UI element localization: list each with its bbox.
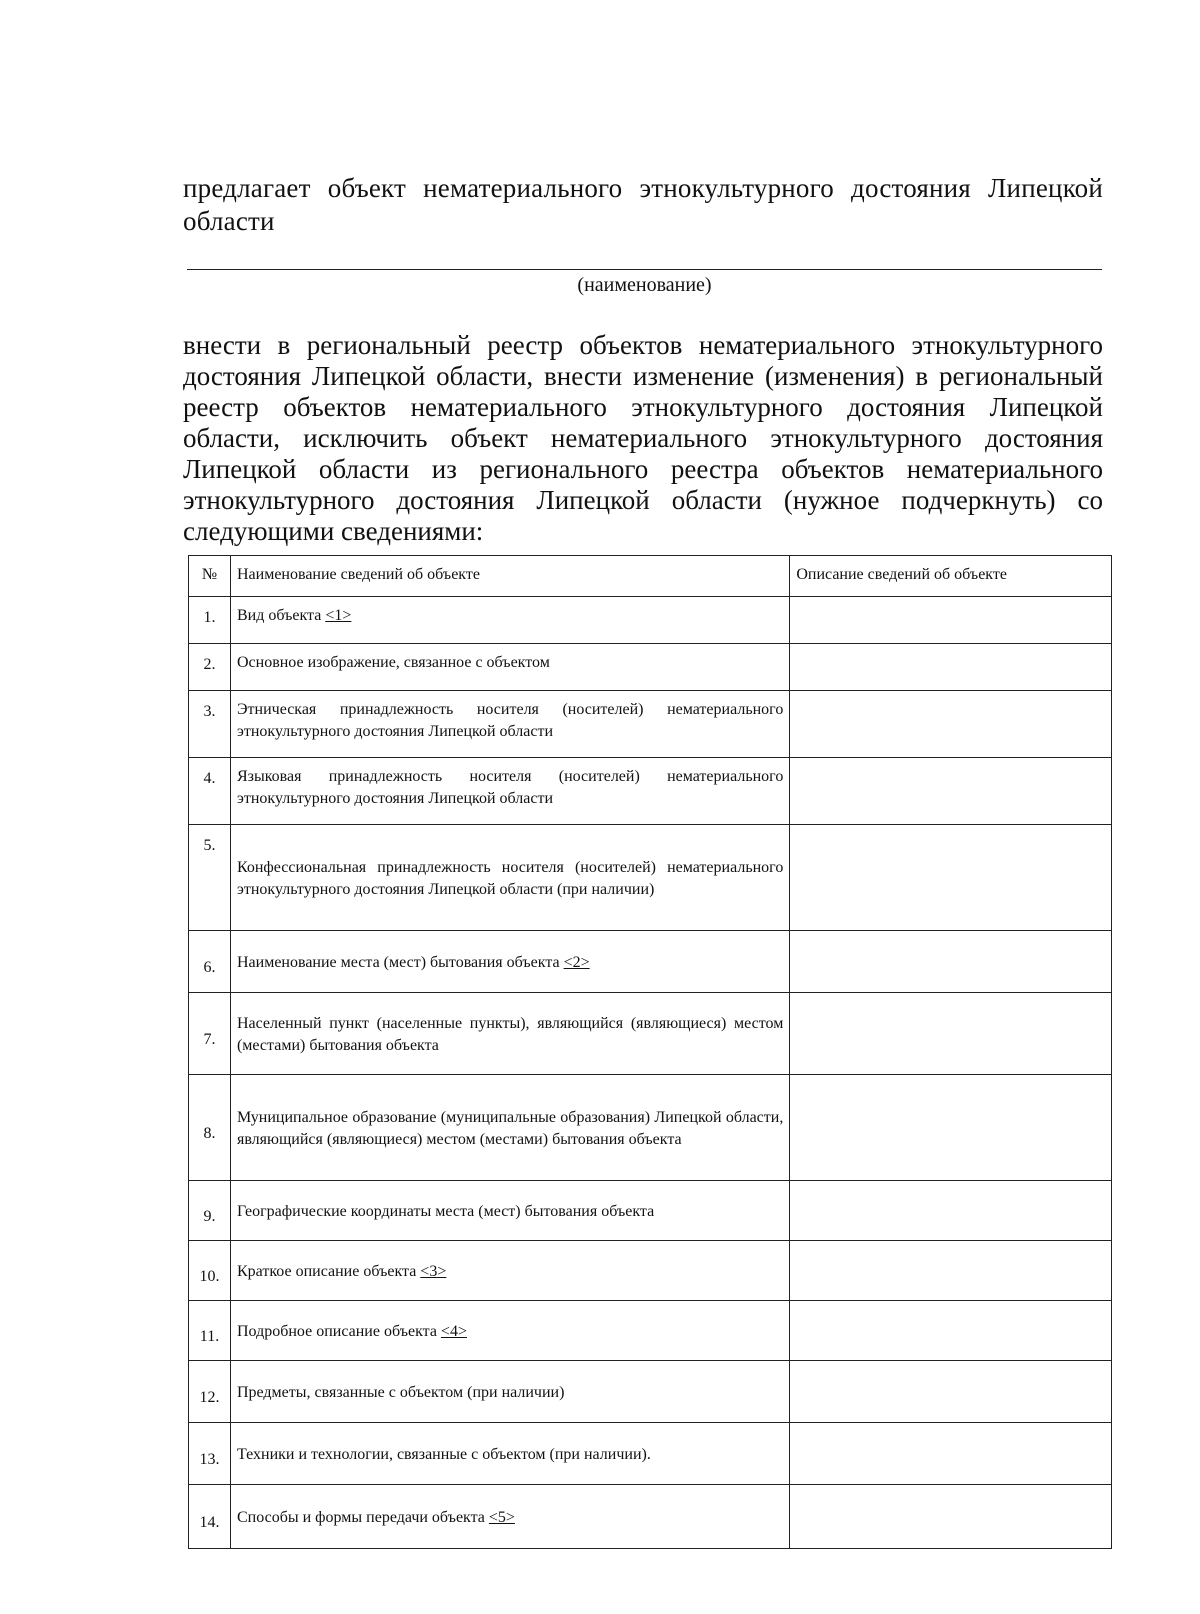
footnote-link[interactable]: <3> <box>420 1262 447 1280</box>
row-number: 2. <box>189 644 231 691</box>
row-name-text: Вид объекта <box>236 607 322 624</box>
row-description-cell[interactable] <box>790 825 1112 931</box>
row-description-cell[interactable] <box>790 931 1112 993</box>
table-row <box>189 644 1112 691</box>
table-row <box>189 825 1112 931</box>
row-description-cell[interactable] <box>790 1485 1112 1549</box>
row-number: 7. <box>189 993 231 1075</box>
request-paragraph: внести в региональный реестр объектов нематериального этнокультурного достояния Липецкой области, внести изменение (изменения) в региональный реестр объектов нематериального этнокультурного достояния Липецкой области, исключить объект нематериального этнокультурного достояния Липецкой области из регионального реестра объектов нематериального этнокультурного достояния Липецкой области (нужное подчеркнуть) со следующими сведениями: <box>183 330 1103 546</box>
row-number: 4. <box>189 758 231 825</box>
row-name <box>230 597 789 644</box>
footnote-link[interactable]: <2> <box>563 953 590 971</box>
row-description-cell[interactable] <box>790 1423 1112 1485</box>
row-description-cell[interactable] <box>790 644 1112 691</box>
table-header-row <box>189 556 1112 597</box>
row-name: Техники и технологии, связанные с объектом (при наличии). <box>230 1423 789 1485</box>
table-row <box>189 1301 1112 1361</box>
table-row <box>189 597 1112 644</box>
row-name: Муниципальное образование (муниципальные образования) Липецкой области, являющийся (являющиеся) местом (местами) бытования объекта <box>230 1075 789 1181</box>
row-name: Населенный пункт (населенные пункты), являющийся (являющиеся) местом (местами) бытования объекта <box>230 993 789 1075</box>
table-row <box>189 1075 1112 1181</box>
row-name <box>230 1485 789 1549</box>
header-num: № <box>189 556 231 597</box>
row-name <box>230 1301 789 1361</box>
table-row <box>189 1423 1112 1485</box>
row-description-cell[interactable] <box>790 1301 1112 1361</box>
table-row <box>189 691 1112 758</box>
table-row <box>189 931 1112 993</box>
table-row <box>189 1241 1112 1301</box>
row-number: 5. <box>189 825 231 931</box>
table-row <box>189 758 1112 825</box>
row-number: 10. <box>189 1241 231 1301</box>
row-name <box>230 931 789 993</box>
row-name: Предметы, связанные с объектом (при наличии) <box>230 1361 789 1423</box>
row-name: Конфессиональная принадлежность носителя (носителей) нематериального этнокультурного достояния Липецкой области (при наличии) <box>230 825 789 931</box>
row-number: 8. <box>189 1075 231 1181</box>
row-name: Основное изображение, связанное с объектом <box>230 644 789 691</box>
row-description-cell[interactable] <box>790 993 1112 1075</box>
row-description-cell[interactable] <box>790 1181 1112 1241</box>
row-name: Географические координаты места (мест) бытования объекта <box>230 1181 789 1241</box>
header-name: Наименование сведений об объекте <box>230 556 789 597</box>
row-name <box>230 1241 789 1301</box>
footnote-link[interactable]: <5> <box>488 1508 515 1526</box>
row-number: 3. <box>189 691 231 758</box>
row-description-cell[interactable] <box>790 758 1112 825</box>
row-name: Языковая принадлежность носителя (носителей) нематериального этнокультурного достояния Липецкой области <box>230 758 789 825</box>
table-row <box>189 993 1112 1075</box>
row-name-text: Подробное описание объекта <box>236 1322 437 1340</box>
row-number: 1. <box>189 597 231 644</box>
row-number: 13. <box>189 1423 231 1485</box>
row-number: 14. <box>189 1485 231 1549</box>
table-row <box>189 1181 1112 1241</box>
footnote-link[interactable]: <1> <box>325 607 352 624</box>
row-description-cell[interactable] <box>790 691 1112 758</box>
row-description-cell[interactable] <box>790 1241 1112 1301</box>
row-number: 12. <box>189 1361 231 1423</box>
row-description-cell[interactable] <box>790 1075 1112 1181</box>
name-input-line[interactable] <box>187 269 1102 270</box>
row-name-text: Способы и формы передачи объекта <box>236 1508 485 1526</box>
row-description-cell[interactable] <box>790 1361 1112 1423</box>
header-desc: Описание сведений об объекте <box>790 556 1112 597</box>
table-row <box>189 1361 1112 1423</box>
row-description-cell[interactable] <box>790 597 1112 644</box>
name-field-caption: (наименование) <box>577 274 712 296</box>
footnote-link[interactable]: <4> <box>440 1322 467 1340</box>
intro-paragraph: предлагает объект нематериального этнокультурного достояния Липецкой области <box>183 173 1103 236</box>
row-number: 6. <box>189 931 231 993</box>
row-number: 11. <box>189 1301 231 1361</box>
row-number: 9. <box>189 1181 231 1241</box>
row-name: Этническая принадлежность носителя (носителей) нематериального этнокультурного достояния Липецкой области <box>230 691 789 758</box>
object-info-table <box>188 555 1112 1549</box>
table-row <box>189 1485 1112 1549</box>
row-name-text: Краткое описание объекта <box>236 1262 417 1280</box>
row-name-text: Наименование места (мест) бытования объекта <box>236 953 560 971</box>
